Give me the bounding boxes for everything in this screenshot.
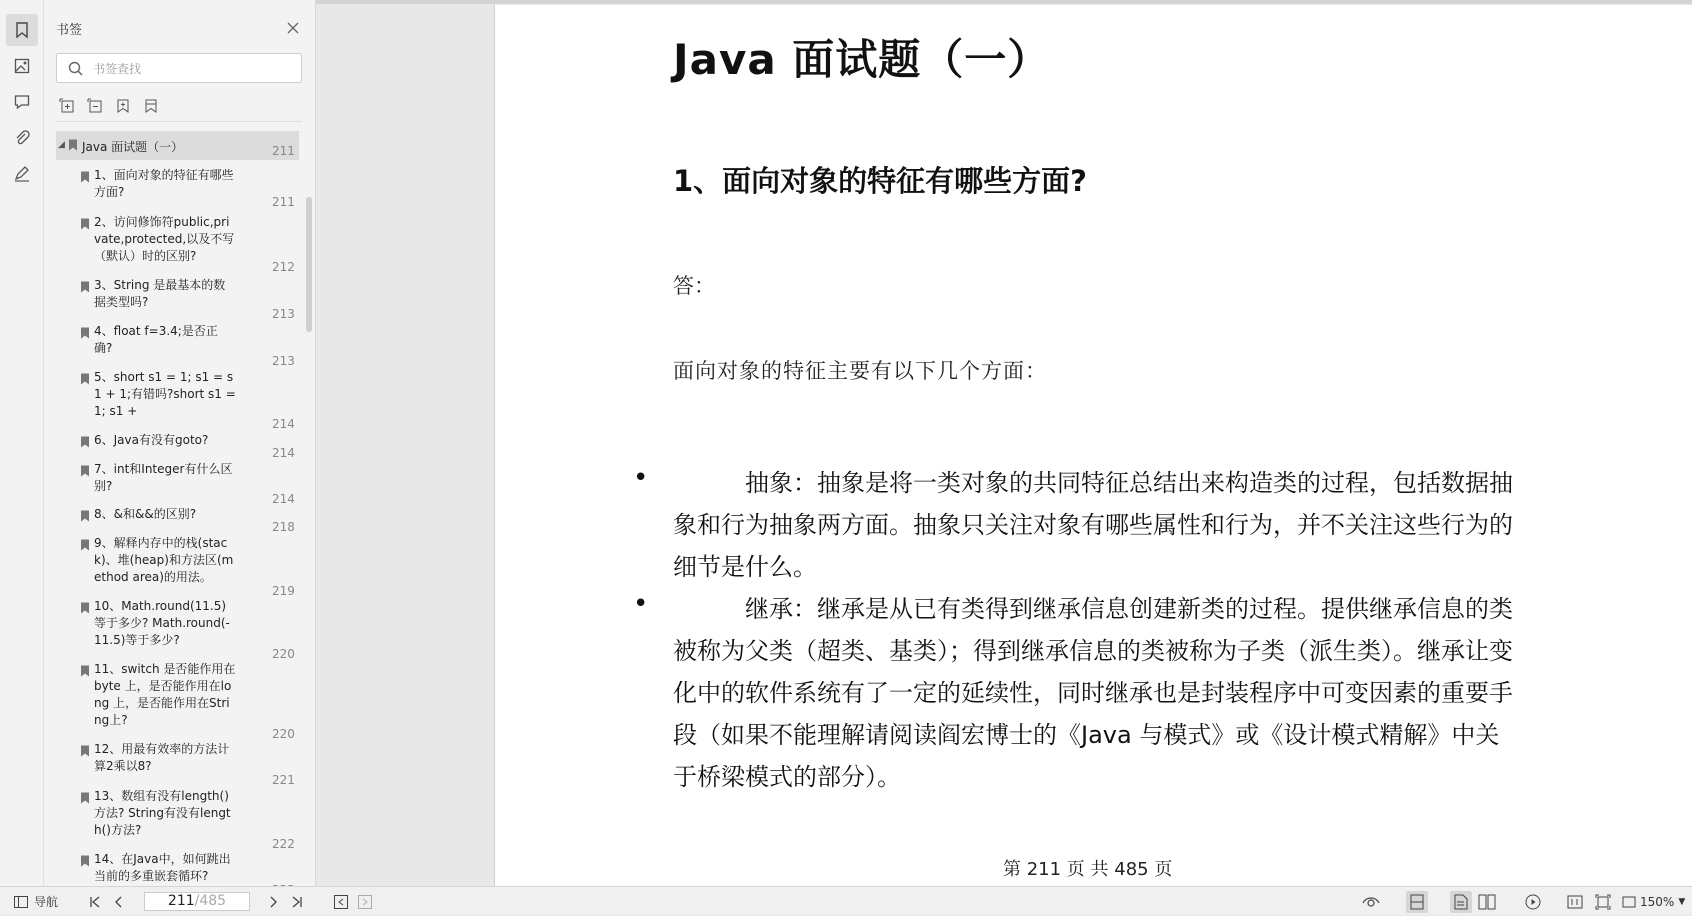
bookmark-label: 3、String 是最基本的数据类型吗? — [94, 278, 226, 309]
bookmark-item[interactable] — [72, 506, 295, 534]
bookmark-outline-button[interactable] — [142, 97, 160, 115]
search-icon — [68, 61, 83, 76]
expand-all-icon — [59, 98, 75, 114]
bookmark-item[interactable] — [72, 214, 295, 274]
bookmark-page: 214 — [272, 492, 295, 506]
attachment-icon — [13, 129, 31, 147]
close-icon[interactable] — [285, 20, 301, 36]
bookmark-icon — [80, 510, 90, 522]
bookmark-label: 6、Java有没有goto? — [94, 433, 209, 447]
document-page — [494, 5, 1692, 886]
bullet-icon: • — [633, 589, 649, 619]
bookmark-page: 218 — [272, 520, 295, 534]
current-page: 211 — [167, 893, 195, 909]
bookmark-icon — [80, 436, 90, 448]
bookmark-item[interactable] — [72, 598, 295, 661]
bookmark-item[interactable] — [72, 432, 295, 460]
bookmark-page: 222 — [272, 837, 295, 851]
bookmark-label: 12、用最有效率的方法计算2乘以8? — [94, 742, 230, 773]
bookmark-icon — [80, 855, 90, 867]
bookmark-page: 220 — [272, 647, 295, 661]
bookmark-outline-icon — [143, 98, 159, 114]
back-button[interactable] — [330, 891, 352, 913]
collapse-all-icon — [87, 98, 103, 114]
bookmark-icon — [80, 218, 90, 230]
total-pages: /485 — [194, 893, 227, 909]
bookmark-page: 220 — [272, 727, 295, 741]
comment-icon — [13, 93, 31, 111]
play-icon — [1525, 894, 1541, 910]
bookmark-panel-button[interactable] — [6, 14, 38, 46]
bookmark-icon — [80, 281, 90, 293]
bookmark-label: 4、float f=3.4;是否正确? — [94, 324, 218, 355]
bookmark-label: 9、解释内存中的栈(stack)、堆(heap)和方法区(method area)的用法。 — [94, 536, 234, 584]
last-page-button[interactable] — [286, 891, 308, 913]
bookmark-label: 8、&和&&的区别? — [94, 507, 197, 521]
bookmark-page: 213 — [272, 354, 295, 368]
prev-page-button[interactable] — [108, 891, 130, 913]
bookmark-icon — [80, 745, 90, 757]
bookmark-icon — [68, 139, 78, 151]
bookmark-icon — [80, 539, 90, 551]
question-heading: 1、面向对象的特征有哪些方面? — [673, 164, 1088, 198]
bookmark-label: 10、Math.round(11.5) 等于多少? Math.round(-11.5)等于多少? — [94, 599, 230, 647]
bullet-paragraph: 继承：继承是从已有类得到继承信息创建新类的过程。提供继承信息的类被称为父类（超类、基类）；得到继承信息的类被称为子类（派生类）。继承让变化中的软件系统有了一定的延续性，同时继承也是封装程序中可变因素的重要手段（如果不能理解请阅读阎宏博士的《Java 与模式》或《设计模式精解》中关于桥梁模式的部分）。 — [673, 595, 1513, 791]
prev-page-icon — [113, 896, 125, 908]
attachment-panel-button[interactable] — [6, 122, 38, 154]
bookmark-page: 219 — [272, 584, 295, 598]
eye-icon — [1362, 895, 1380, 909]
thumbnail-panel-button[interactable] — [6, 50, 38, 82]
bookmark-label: 13、数组有没有length()方法? String有没有length()方法? — [94, 789, 231, 837]
bookmark-item[interactable] — [72, 277, 295, 321]
bookmark-item[interactable] — [72, 741, 295, 787]
add-bookmark-icon — [115, 98, 131, 114]
comment-panel-button[interactable] — [6, 86, 38, 118]
thumbnail-icon — [13, 57, 31, 75]
search-input[interactable] — [93, 59, 293, 79]
divider — [56, 121, 302, 122]
back-icon — [334, 895, 348, 909]
single-page-icon — [1454, 894, 1468, 910]
bookmark-label: 7、int和Integer有什么区别? — [94, 462, 233, 493]
signature-panel-button[interactable] — [6, 158, 38, 190]
zoom-control[interactable] — [1622, 887, 1685, 916]
bookmark-item[interactable] — [72, 323, 295, 368]
play-button[interactable] — [1522, 891, 1544, 913]
bookmark-item[interactable] — [72, 788, 295, 851]
bookmark-root[interactable] — [56, 131, 299, 160]
bookmark-item[interactable] — [72, 167, 295, 209]
page-view-button[interactable] — [1450, 891, 1472, 913]
sidebar-toggle-icon — [14, 895, 28, 909]
panel-scrollbar[interactable] — [306, 197, 312, 332]
last-page-icon — [291, 896, 303, 908]
zoom-icon — [1622, 895, 1636, 909]
bookmark-icon — [13, 21, 31, 39]
two-page-icon — [1478, 894, 1496, 910]
bookmark-page: 214 — [272, 417, 295, 431]
fit-page-button[interactable] — [1592, 891, 1614, 913]
bullet-paragraph: 抽象：抽象是将一类对象的共同特征总结出来构造类的过程，包括数据抽象和行为抽象两方面。抽象只关注对象有哪些属性和行为，并不关注这些行为的细节是什么。 — [673, 469, 1513, 581]
bookmark-page: 211 — [272, 195, 295, 209]
sidebar-rail — [0, 0, 44, 886]
bookmark-item[interactable] — [72, 535, 295, 598]
collapse-all-button[interactable] — [86, 97, 104, 115]
next-page-button[interactable] — [262, 891, 284, 913]
bookmark-page: 211 — [272, 144, 295, 158]
bookmark-icon — [80, 373, 90, 385]
bookmark-search[interactable] — [56, 53, 302, 83]
nav-label: 导航 — [34, 895, 59, 909]
bookmark-page: 213 — [272, 307, 295, 321]
book-view-button[interactable] — [1476, 891, 1498, 913]
bookmark-icon — [80, 792, 90, 804]
single-page-view-button[interactable] — [1406, 891, 1428, 913]
actual-size-icon — [1567, 895, 1583, 909]
forward-button[interactable] — [354, 891, 376, 913]
zoom-level: 150% — [1640, 894, 1675, 909]
bookmark-page: 214 — [272, 446, 295, 460]
bookmark-item[interactable] — [72, 369, 295, 431]
bookmark-icon — [80, 171, 90, 183]
page-title: Java 面试题（一） — [673, 35, 1051, 84]
page-footer: 第 211 页 共 485 页 — [1003, 859, 1173, 880]
expand-all-button[interactable] — [58, 97, 76, 115]
chevron-down-icon: ▼ — [1678, 896, 1686, 907]
bookmark-label: 1、面向对象的特征有哪些方面? — [94, 168, 234, 199]
bookmark-label: 14、在Java中，如何跳出当前的多重嵌套循环? — [94, 852, 231, 883]
continuous-page-icon — [1409, 894, 1425, 910]
bookmark-label: Java 面试题（一） — [82, 140, 184, 154]
status-bar — [0, 886, 1692, 915]
bookmark-icon — [80, 665, 90, 677]
next-page-icon — [267, 896, 279, 908]
nav-toggle[interactable] — [14, 887, 58, 916]
top-divider — [316, 0, 1692, 4]
answer-label: 答： — [673, 274, 715, 298]
forward-icon — [358, 895, 372, 909]
actual-size-button[interactable] — [1564, 891, 1586, 913]
bookmark-label: 11、switch 是否能作用在byte 上，是否能作用在long 上，是否能作用在String上? — [94, 662, 236, 727]
bookmark-page: 221 — [272, 773, 295, 787]
bookmark-item[interactable] — [72, 661, 295, 741]
fit-page-icon — [1595, 894, 1611, 910]
bookmark-icon — [80, 327, 90, 339]
bookmark-item[interactable] — [72, 461, 295, 506]
page-number-input[interactable] — [144, 892, 250, 911]
bullet-icon: • — [633, 463, 649, 493]
bookmark-page: 212 — [272, 260, 295, 274]
caret-down-icon[interactable]: ◢ — [58, 140, 65, 150]
first-page-icon — [89, 896, 101, 908]
bookmark-icon — [80, 465, 90, 477]
intro-paragraph: 面向对象的特征主要有以下几个方面： — [673, 359, 1047, 383]
bookmark-icon — [80, 602, 90, 614]
bookmark-toolbar — [58, 97, 160, 115]
bookmark-label: 2、访问修饰符public,private,protected,以及不写（默认）时的区别? — [94, 215, 235, 263]
bookmark-label: 5、short s1 = 1; s1 = s1 + 1;有错吗?short s1 = 1; s1 + — [94, 370, 236, 418]
first-page-button[interactable] — [84, 891, 106, 913]
bookmark-panel — [44, 0, 316, 886]
add-bookmark-button[interactable] — [114, 97, 132, 115]
panel-title: 书签 — [56, 23, 83, 38]
eye-protection-button[interactable] — [1360, 891, 1382, 913]
signature-icon — [13, 165, 31, 183]
